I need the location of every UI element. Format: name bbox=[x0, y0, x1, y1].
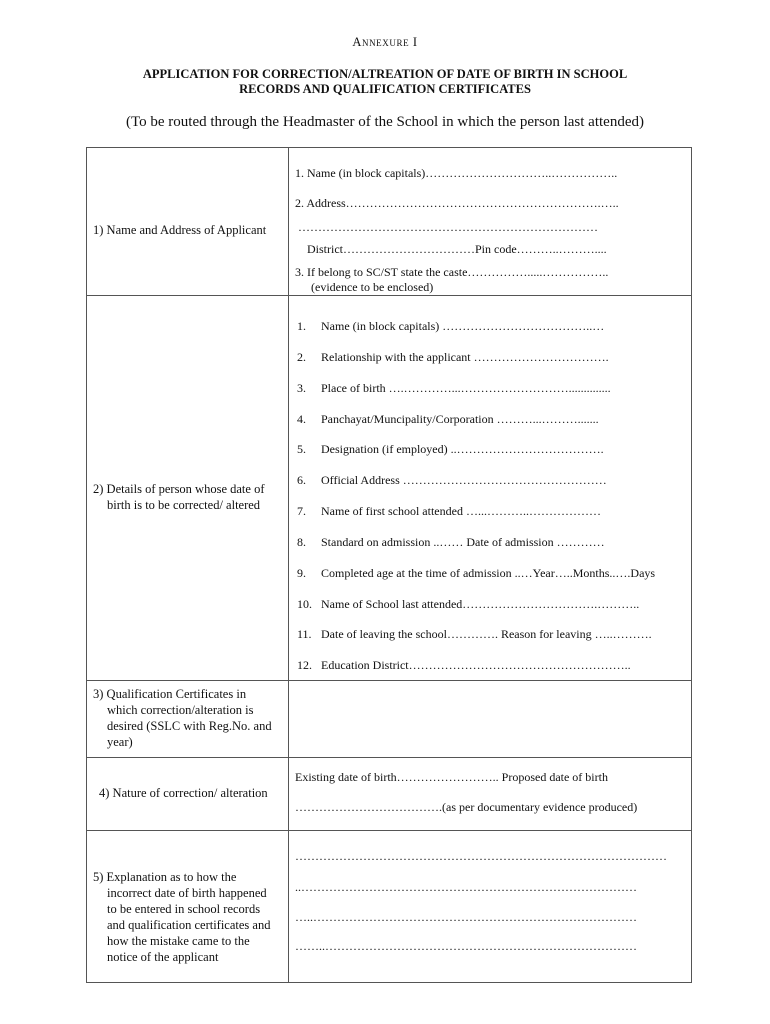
applicant-district-pincode-field[interactable]: District……………………………Pin code………..……….... bbox=[307, 242, 607, 256]
detail-item-text: Designation (if employed) ..………………………………. bbox=[321, 442, 604, 456]
row-explanation bbox=[87, 831, 691, 982]
row-qualification-label-cell bbox=[87, 681, 289, 757]
applicant-address-cont-field[interactable]: ………………………………………………………………… bbox=[298, 220, 598, 234]
person-details-label-line1: 2) Details of person whose date of bbox=[93, 482, 265, 496]
person-details-label bbox=[93, 481, 283, 513]
form-subtitle: (To be routed through the Headmaster of the School in which the person last attended) bbox=[126, 114, 644, 130]
row-person-details-label-cell bbox=[87, 296, 289, 680]
detail-item-number: 11. bbox=[297, 627, 312, 641]
explanation-label-line2: incorrect date of birth happened bbox=[107, 886, 267, 900]
detail-item-last-school[interactable] bbox=[297, 597, 639, 612]
explanation-label-line1: 5) Explanation as to how the bbox=[93, 870, 237, 884]
detail-item-number: 1. bbox=[297, 319, 306, 333]
detail-item-number: 10. bbox=[297, 597, 312, 611]
detail-item-designation[interactable] bbox=[297, 442, 604, 457]
row-qualification bbox=[87, 681, 691, 758]
detail-item-text: Name (in block capitals) ………………………………..… bbox=[321, 319, 605, 333]
row-nature-label-cell bbox=[87, 758, 289, 830]
detail-item-number: 7. bbox=[297, 504, 306, 518]
explanation-label-line3: to be entered in school records bbox=[107, 902, 261, 916]
detail-item-number: 8. bbox=[297, 535, 306, 549]
explanation-label-line5: how the mistake came to the bbox=[107, 934, 250, 948]
detail-item-text: Relationship with the applicant ……………………………. bbox=[321, 350, 609, 364]
detail-item-relationship[interactable] bbox=[297, 350, 609, 365]
explanation-label-line4: and qualification certificates and bbox=[107, 918, 271, 932]
detail-item-official-address[interactable] bbox=[297, 473, 607, 488]
detail-item-text: Standard on admission ..…… Date of admission ………… bbox=[321, 535, 605, 549]
detail-item-standard-admission[interactable] bbox=[297, 535, 605, 550]
detail-item-text: Panchayat/Muncipality/Corporation ………...………....... bbox=[321, 412, 599, 426]
qualification-label bbox=[93, 686, 283, 750]
row-applicant-label-cell bbox=[87, 148, 289, 295]
explanation-answer-line[interactable]: ……..…………………………………………………………………… bbox=[295, 939, 637, 953]
qualification-label-line2: which correction/alteration is bbox=[107, 703, 254, 717]
applicant-caste-field[interactable]: 3. If belong to SC/ST state the caste…………….....…………….. bbox=[295, 265, 609, 279]
explanation-answer-line[interactable]: ………………………………………………………………………………… bbox=[295, 849, 667, 863]
qualification-label-line1: 3) Qualification Certificates in bbox=[93, 687, 247, 701]
applicant-caste-note: (evidence to be enclosed) bbox=[311, 280, 434, 294]
form-title-line1: APPLICATION FOR CORRECTION/ALTREATION OF DATE OF BIRTH IN SCHOOL bbox=[142, 67, 628, 81]
detail-item-number: 6. bbox=[297, 473, 306, 487]
explanation-label bbox=[93, 869, 281, 965]
applicant-name-field[interactable]: 1. Name (in block capitals)…………………………..…………….. bbox=[295, 166, 618, 180]
detail-item-completed-age[interactable] bbox=[297, 566, 655, 581]
explanation-label-line6: notice of the applicant bbox=[107, 950, 219, 964]
application-form-table bbox=[86, 147, 692, 983]
row-person-details bbox=[87, 296, 691, 681]
qualification-answer-area[interactable] bbox=[290, 681, 690, 757]
existing-proposed-dob-field[interactable]: Existing date of birth…………………….. Proposed date of birth bbox=[295, 770, 608, 784]
detail-item-panchayat[interactable] bbox=[297, 412, 599, 427]
documentary-evidence-field[interactable]: ……………………………….(as per documentary evidence produced) bbox=[295, 800, 638, 814]
applicant-label: 1) Name and Address of Applicant bbox=[93, 223, 267, 237]
detail-item-number: 9. bbox=[297, 566, 306, 580]
row-nature-of-correction bbox=[87, 758, 691, 831]
qualification-label-line3: desired (SSLC with Reg.No. and bbox=[107, 719, 272, 733]
detail-item-leaving-date[interactable] bbox=[297, 627, 652, 642]
row-applicant bbox=[87, 148, 691, 296]
detail-item-text: Official Address …………………………………………… bbox=[321, 473, 607, 487]
nature-label: 4) Nature of correction/ alteration bbox=[99, 786, 268, 800]
applicant-address-field[interactable]: 2. Address……………………………………………………….….. bbox=[295, 196, 619, 210]
detail-item-place-of-birth[interactable] bbox=[297, 381, 611, 396]
detail-item-number: 5. bbox=[297, 442, 306, 456]
explanation-answer-line[interactable]: ..………………………………………………………………………… bbox=[295, 880, 637, 894]
detail-item-education-district[interactable] bbox=[297, 658, 631, 673]
detail-item-number: 4. bbox=[297, 412, 306, 426]
detail-item-first-school[interactable] bbox=[297, 504, 601, 519]
annexure-label: Annexure I bbox=[352, 35, 418, 49]
detail-item-text: Date of leaving the school…………. Reason for leaving …..………. bbox=[321, 627, 652, 641]
person-details-label-line2: birth is to be corrected/ altered bbox=[107, 498, 261, 512]
row-explanation-label-cell bbox=[87, 831, 289, 982]
detail-item-number: 12. bbox=[297, 658, 312, 672]
form-title bbox=[0, 67, 770, 97]
qualification-label-line4: year) bbox=[107, 735, 133, 749]
detail-item-text: Name of School last attended…………………………….……….. bbox=[321, 597, 640, 611]
detail-item-text: Education District……………………………………………….. bbox=[321, 658, 631, 672]
detail-item-text: Completed age at the time of admission ..…Year…..Months..….Days bbox=[321, 566, 656, 580]
detail-item-number: 2. bbox=[297, 350, 306, 364]
detail-item-text: Place of birth ….…………...……………………….............. bbox=[321, 381, 611, 395]
explanation-answer-line[interactable]: …..……………………………………………………………………… bbox=[295, 910, 637, 924]
detail-item-number: 3. bbox=[297, 381, 306, 395]
detail-item-name[interactable] bbox=[297, 319, 604, 334]
form-title-line2: RECORDS AND QUALIFICATION CERTIFICATES bbox=[239, 82, 531, 96]
detail-item-text: Name of first school attended …...………..……………… bbox=[321, 504, 601, 518]
